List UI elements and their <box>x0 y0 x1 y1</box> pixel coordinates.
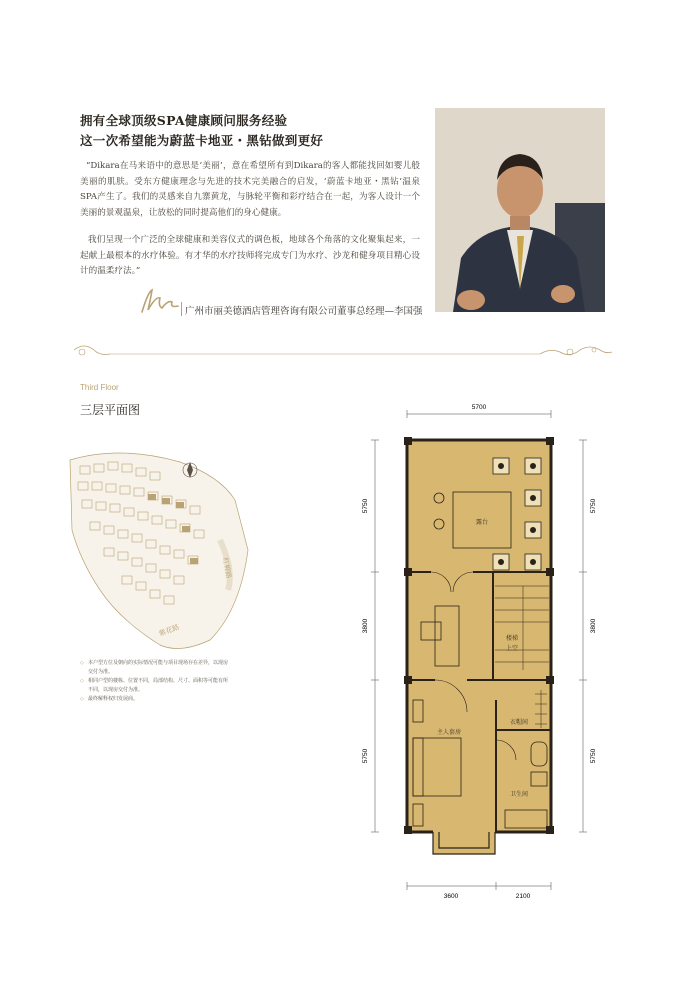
signature-divider <box>181 302 182 316</box>
signature-caption: 广州市丽美德酒店管理咨询有限公司董事总经理—李国强 <box>185 306 423 317</box>
headline-line2: 这一次希望能为蔚蓝卡地亚・黑钻做到更好 <box>80 133 324 148</box>
room-terrace: 露台 <box>475 519 489 526</box>
room-master: 主人套房 <box>437 729 462 736</box>
note-item: ◇ 相同户型的楼栋、位置不同，局部结构、尺寸、面积等可能有所不同，以现房交付为准。 <box>80 677 230 695</box>
road-label-2: 紫花路 <box>157 623 181 638</box>
portrait-photo <box>435 108 605 312</box>
room-stair: 楼梯 <box>506 635 519 642</box>
dim-top: 5700 <box>471 404 487 411</box>
intro-paragraph-1: “Dikara在马来语中的意思是‘美丽’，意在希望所有到Dikara的客人都能找回如婴儿般美丽的肌肤。受东方健康理念与先进的技术完美融合的启发，‘蔚蓝卡地亚・黑钻’温泉SPA产生了。我们的灵感来自九寨黄龙，与脉轮平衡和彩疗结合在一起，为客人设计一个美丽的景观温泉，让放松的同时提高他们的身心健康。 <box>80 161 420 218</box>
note-item: ◇ 本户型方位及朝向的实际情况可能与项目现场存在差异，以现房交付为准。 <box>80 659 230 677</box>
room-stair-void: 上空 <box>506 645 519 652</box>
site-map <box>60 440 260 660</box>
ornamental-divider <box>70 340 615 362</box>
intro-paragraph-2: 我们呈现一个广泛的全球健康和美容仪式的调色板，地球各个角落的文化聚集起来，一起献上最根本的水疗体验。有才华的水疗技师将完成专门为水疗、沙龙和健身项目精心设计的温柔疗法。” <box>80 235 420 276</box>
dim-left-3: 5750 <box>362 748 369 764</box>
dim-right-3: 5750 <box>590 748 597 764</box>
dim-left-1: 5750 <box>362 498 369 514</box>
dim-right-2: 3800 <box>590 618 597 634</box>
dim-bottom-right: 2100 <box>515 893 531 900</box>
signature-mark <box>138 286 182 316</box>
floor-title-zh: 三层平面图 <box>80 403 141 417</box>
floor-title-en: Third Floor <box>80 383 119 392</box>
room-bath: 卫生间 <box>510 791 529 798</box>
dim-left-2: 3800 <box>362 618 369 634</box>
floor-plan <box>355 400 615 900</box>
road-label-1: 红棉路 <box>221 556 233 580</box>
disclaimer-notes <box>80 659 230 704</box>
room-closet: 衣帽间 <box>510 719 529 726</box>
headline-line1: 拥有全球顶级SPA健康顾问服务经验 <box>80 113 288 128</box>
note-item: ◇ 最终解释权归发展商。 <box>80 695 230 704</box>
dim-right-1: 5750 <box>590 498 597 514</box>
dim-bottom-left: 3600 <box>443 893 459 900</box>
